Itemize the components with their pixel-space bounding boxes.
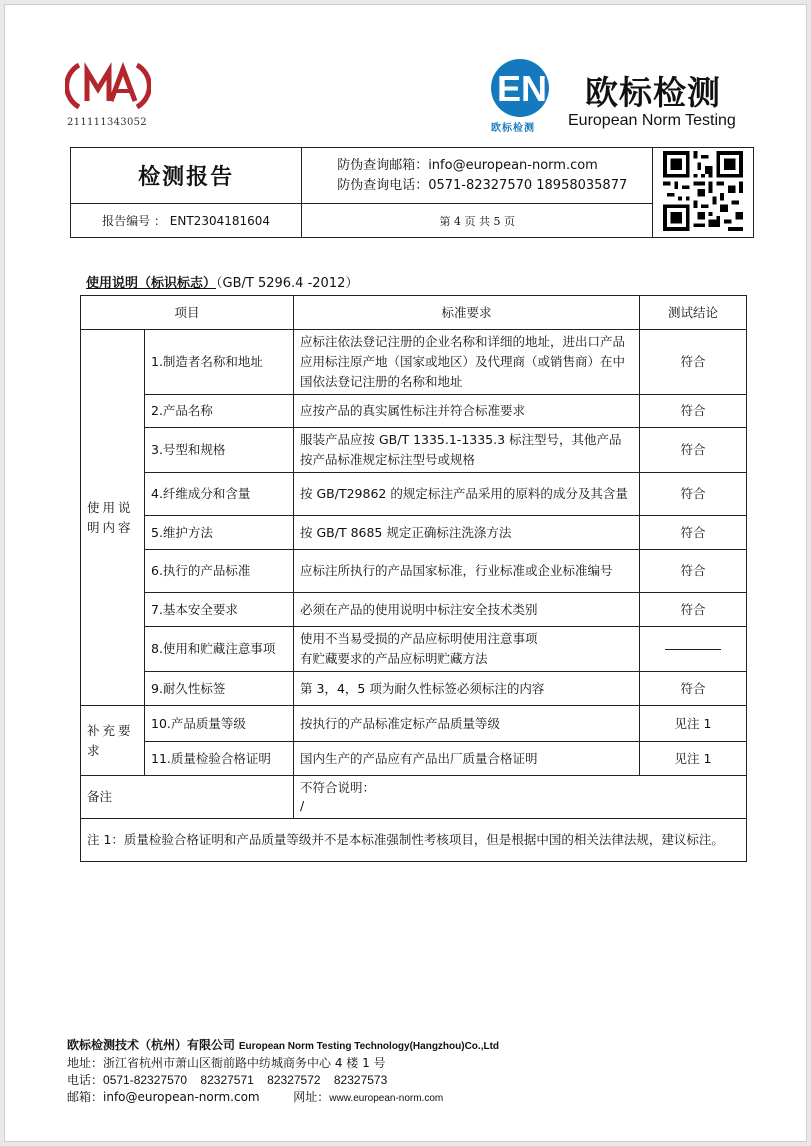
remark-line-2: / [300,798,305,813]
row-result: 符合 [640,672,747,706]
footer-phone-line [67,1072,499,1089]
footer-contact-line [67,1089,499,1107]
row-result: 符合 [640,516,747,550]
row-requirement: 按 GB/T29862 的规定标注产品采用的原料的成分及其含量 [294,473,640,516]
note-row [81,819,747,862]
row-item: 1.制造者名称和地址 [145,330,294,395]
row-requirement: 国内生产的产品应有产品出厂质量合格证明 [294,742,640,776]
row-item: 4.纤维成分和含量 [145,473,294,516]
footer-address: 地址：浙江省杭州市萧山区衙前路中纺城商务中心 4 楼 1 号 [67,1056,386,1070]
table-row [81,742,747,776]
row-result: 见注 1 [640,706,747,742]
remark-content [294,776,747,819]
page-info: 第 4 页 共 5 页 [302,204,653,238]
header-item: 项目 [81,296,294,330]
report-page [4,4,807,1142]
row-result: 符合 [640,550,747,593]
not-applicable-dash [665,649,721,650]
group-usage-content: 使用说明内容 [81,330,145,706]
table-row [81,550,747,593]
brand-name-en: European Norm Testing [568,112,736,129]
footer-website: www.european-norm.com [329,1093,444,1104]
footer-company-line [67,1037,499,1055]
row-result: 符合 [640,330,747,395]
table-row [81,593,747,627]
row-result: 符合 [640,473,747,516]
row-item: 8.使用和贮藏注意事项 [145,627,294,672]
anti-fake-email: 防伪查询邮箱：info@european-norm.com [337,157,598,173]
row-requirement: 第 3，4，5 项为耐久性标签必须标注的内容 [294,672,640,706]
report-number-label: 报告编号 ： [102,214,166,228]
inspection-table [80,295,747,862]
note-text: 注 1：质量检验合格证明和产品质量等级并不是本标准强制性考核项目，但是根据中国的相关法律法规，建议标注。 [81,819,747,862]
footer-email: info@european-norm.com [103,1090,260,1104]
row-requirement: 按 GB/T 8685 规定正确标注洗涤方法 [294,516,640,550]
report-title: 检测报告 [71,148,302,204]
contact-cell [302,148,653,204]
table-row [81,395,747,428]
row-requirement: 必须在产品的使用说明中标注安全技术类别 [294,593,640,627]
brand-logo-icon [489,57,551,119]
web-label: 网址： [293,1090,330,1104]
remark-line-1: 不符合说明： [300,780,376,795]
row-requirement: 服装产品应按 GB/T 1335.1-1335.3 标注型号，其他产品按产品标准规定标注型号或规格 [294,428,640,473]
table-header-row [81,296,747,330]
section-title [86,272,358,291]
report-number: ENT2304181604 [169,214,271,228]
row-result: 符合 [640,428,747,473]
company-name-cn: 欧标检测技术（杭州）有限公司 [67,1038,236,1052]
phone-label: 电话： [67,1073,104,1087]
row-result: 符合 [640,593,747,627]
svg-text:EN: EN [497,68,548,109]
row-item: 6.执行的产品标准 [145,550,294,593]
row-requirement: 应标注依法登记注册的企业名称和详细的地址，进出口产品应用标注原产地（国家或地区）及代理商（或销售商）在中国依法登记注册的名称和地址 [294,330,640,395]
brand-name-cn: 欧标检测 [585,73,721,112]
qr-code-icon [663,151,743,231]
table-row [81,627,747,672]
table-row [81,473,747,516]
table-row [81,516,747,550]
brand-logo-text: 欧标检测 [491,123,535,134]
row-item: 3.号型和规格 [145,428,294,473]
row-item: 7.基本安全要求 [145,593,294,627]
section-title-text: 使用说明（标识标志） [86,276,217,291]
row-result-dash [640,627,747,672]
footer [67,1037,499,1107]
remark-row [81,776,747,819]
row-result: 见注 1 [640,742,747,776]
row-result: 符合 [640,395,747,428]
cma-cert-number: 211111343052 [67,117,147,128]
group-supplementary: 补充要求 [81,706,145,776]
report-header-table [70,147,754,238]
row-item: 11.质量检验合格证明 [145,742,294,776]
row-requirement: 使用不当易受损的产品应标明使用注意事项 有贮藏要求的产品应标明贮藏方法 [294,627,640,672]
row-requirement: 应标注所执行的产品国家标准，行业标准或企业标准编号 [294,550,640,593]
row-item: 5.维护方法 [145,516,294,550]
row-requirement: 应按产品的真实属性标注并符合标准要求 [294,395,640,428]
row-item: 10.产品质量等级 [145,706,294,742]
section-standard: （GB/T 5296.4 -2012） [216,276,359,291]
table-row [81,706,747,742]
row-item: 9.耐久性标签 [145,672,294,706]
row-requirement: 按执行的产品标准定标产品质量等级 [294,706,640,742]
header-result: 测试结论 [640,296,747,330]
table-row [81,672,747,706]
phone-numbers: 0571-82327570 82327571 82327572 82327573 [103,1073,388,1087]
company-name-en: European Norm Testing Technology(Hangzhou)Co.,Ltd [238,1041,500,1052]
anti-fake-phone: 防伪查询电话：0571-82327570 18958035877 [337,177,628,193]
table-row [81,330,747,395]
remark-label: 备注 [81,776,294,819]
row-item: 2.产品名称 [145,395,294,428]
report-number-cell [71,204,302,238]
qr-cell [653,148,754,238]
table-row [81,428,747,473]
email-label: 邮箱： [67,1090,104,1104]
cma-logo [65,59,151,113]
header-requirement: 标准要求 [294,296,640,330]
